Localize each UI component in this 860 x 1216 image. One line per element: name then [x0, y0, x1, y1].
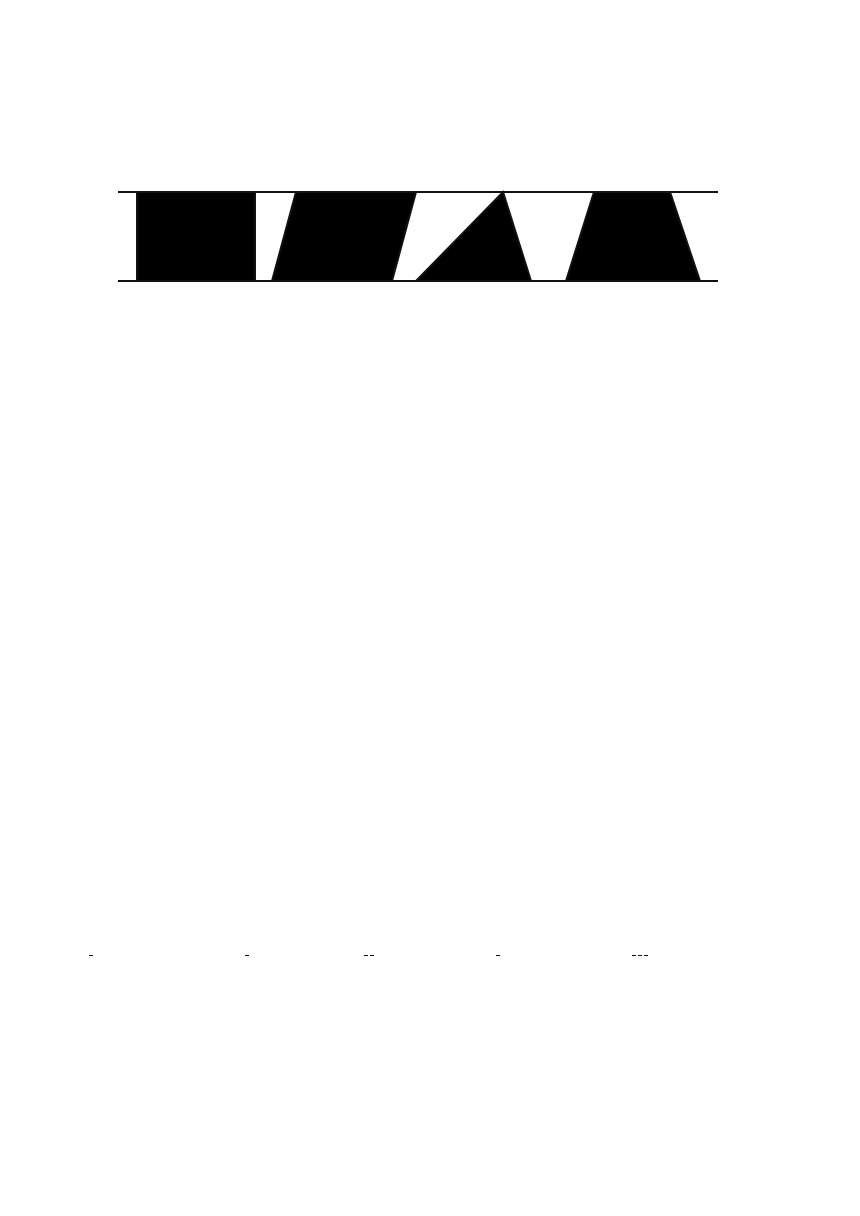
- calc-row2-4: [495, 932, 501, 978]
- q1-parallel-shapes-figure: [108, 178, 728, 302]
- parallelogram-shape: [272, 192, 416, 281]
- fraction: [644, 955, 648, 956]
- fraction: [364, 955, 368, 956]
- q5-rearranged-shape-figure: [634, 722, 776, 772]
- fraction: [370, 955, 374, 956]
- fraction: [496, 955, 500, 956]
- trapezoid-shape: [566, 192, 700, 281]
- q5-circle-sectors-figure: [530, 696, 630, 796]
- fraction: [89, 955, 93, 956]
- fraction: [638, 955, 642, 956]
- calc-row2-2: [244, 932, 250, 978]
- rectangle-shape: [137, 192, 255, 281]
- calc-row2-5: [631, 932, 649, 978]
- triangle-shape: [416, 192, 531, 281]
- fraction: [245, 955, 249, 956]
- calc-row2-3: [363, 932, 375, 978]
- fraction: [632, 955, 636, 956]
- calc-row2-1: [88, 932, 94, 978]
